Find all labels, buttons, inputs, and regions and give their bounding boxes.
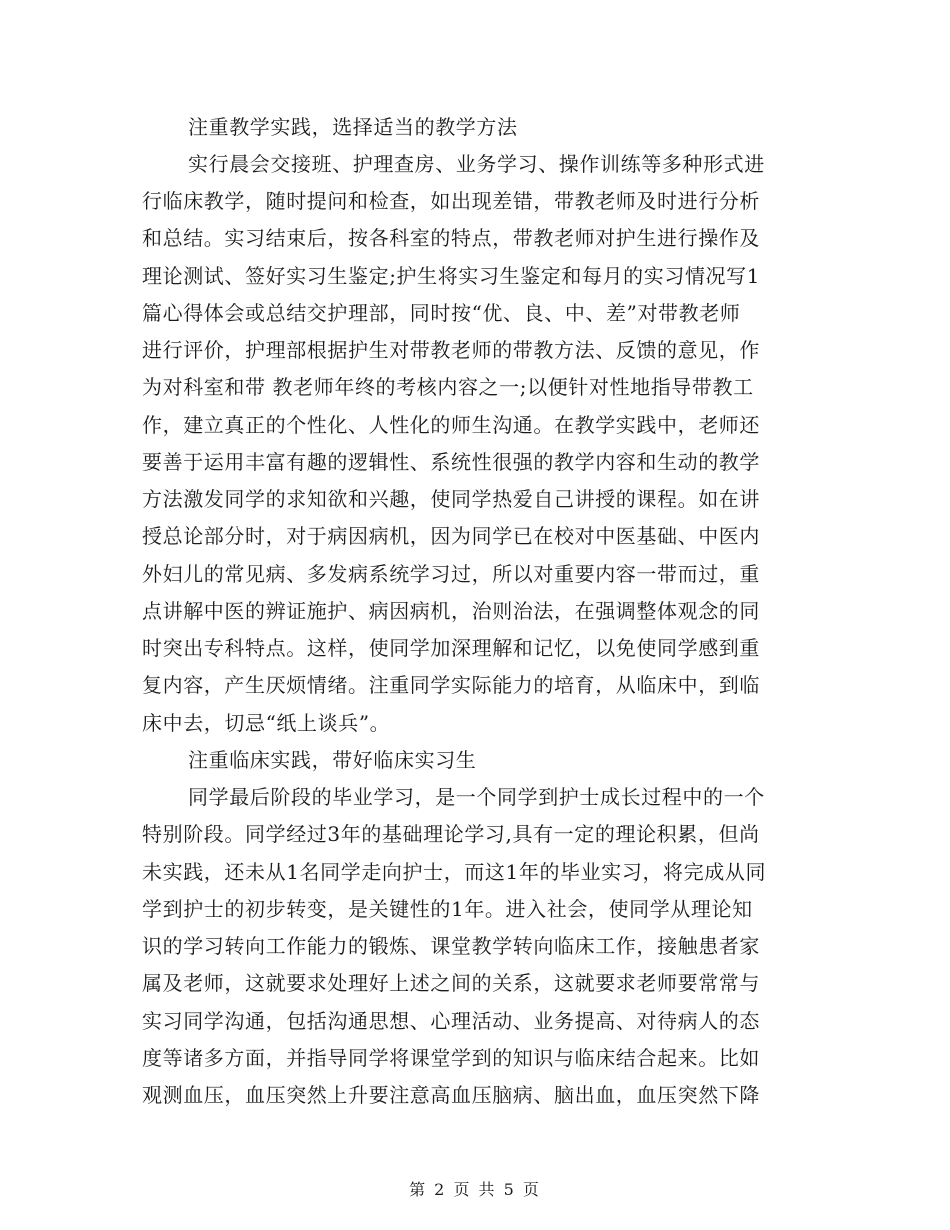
section-heading-teaching-practice: 注重教学实践，选择适当的教学方法 [188, 115, 518, 139]
page-number-footer: 第 2 页 共 5 页 [409, 1180, 541, 1199]
paragraph-line: 时突出专科特点。这样，使同学加深理解和记忆，以免使同学感到重 [142, 636, 760, 660]
paragraph-line: 同学最后阶段的毕业学习，是一个同学到护士成长过程中的一个 [188, 785, 765, 809]
paragraph-line: 实习同学沟通，包括沟通思想、心理活动、业务提高、对待病人的态 [142, 1009, 760, 1033]
paragraph-line: 实行晨会交接班、护理查房、业务学习、操作训练等多种形式进 [188, 152, 765, 176]
paragraph-line: 方法激发同学的求知欲和兴趣，使同学热爱自己讲授的课程。如在讲 [142, 487, 760, 511]
paragraph-line: 学到护士的初步转变，是关键性的1年。进入社会，使同学从理论知 [142, 897, 753, 921]
paragraph-line: 点讲解中医的辨证施护、病因病机，治则治法，在强调整体观念的同 [142, 599, 760, 623]
section-heading-clinical-practice: 注重临床实践，带好临床实习生 [188, 748, 477, 772]
paragraph-line: 识的学习转向工作能力的锻炼、课堂教学转向临床工作，接触患者家 [142, 934, 760, 958]
paragraph-line: 复内容，产生厌烦情绪。注重同学实际能力的培育，从临床中，到临 [142, 673, 760, 697]
paragraph-line: 篇心得体会或总结交护理部，同时按“优、良、中、差”对带教老师 [142, 301, 741, 325]
paragraph-line: 进行评价，护理部根据护生对带教老师的带教方法、反馈的意见，作 [142, 338, 760, 362]
paragraph-line: 作，建立真正的个性化、人性化的师生沟通。在教学实践中，老师还 [142, 413, 760, 437]
paragraph-line: 观测血压，血压突然上升要注意高血压脑病、脑出血，血压突然下降 [142, 1083, 760, 1107]
paragraph-line: 要善于运用丰富有趣的逻辑性、系统性很强的教学内容和生动的教学 [142, 450, 760, 474]
paragraph-line: 授总论部分时，对于病因病机，因为同学已在校对中医基础、中医内 [142, 524, 760, 548]
paragraph-line: 属及老师，这就要求处理好上述之间的关系，这就要求老师要常常与 [142, 971, 760, 995]
paragraph-line: 未实践，还未从1名同学走向护士，而这1年的毕业实习，将完成从同 [142, 860, 767, 884]
paragraph-line: 特别阶段。同学经过3年的基础理论学习,具有一定的理论积累，但尚 [142, 822, 760, 846]
paragraph-line: 度等诸多方面，并指导同学将课堂学到的知识与临床结合起来。比如 [142, 1046, 760, 1070]
paragraph-line: 为对科室和带 教老师年终的考核内容之一;以便针对性地指导带教工 [142, 375, 754, 399]
paragraph-line: 外妇儿的常见病、多发病系统学习过，所以对重要内容一带而过，重 [142, 562, 760, 586]
paragraph-line: 床中去，切忌“纸上谈兵”。 [142, 711, 391, 735]
paragraph-line: 行临床教学，随时提问和检查，如出现差错，带教老师及时进行分析 [142, 189, 760, 213]
paragraph-line: 和总结。实习结束后，按各科室的特点，带教老师对护生进行操作及 [142, 226, 760, 250]
paragraph-line: 理论测试、签好实习生鉴定;护生将实习生鉴定和每月的实习情况写1 [142, 264, 761, 288]
